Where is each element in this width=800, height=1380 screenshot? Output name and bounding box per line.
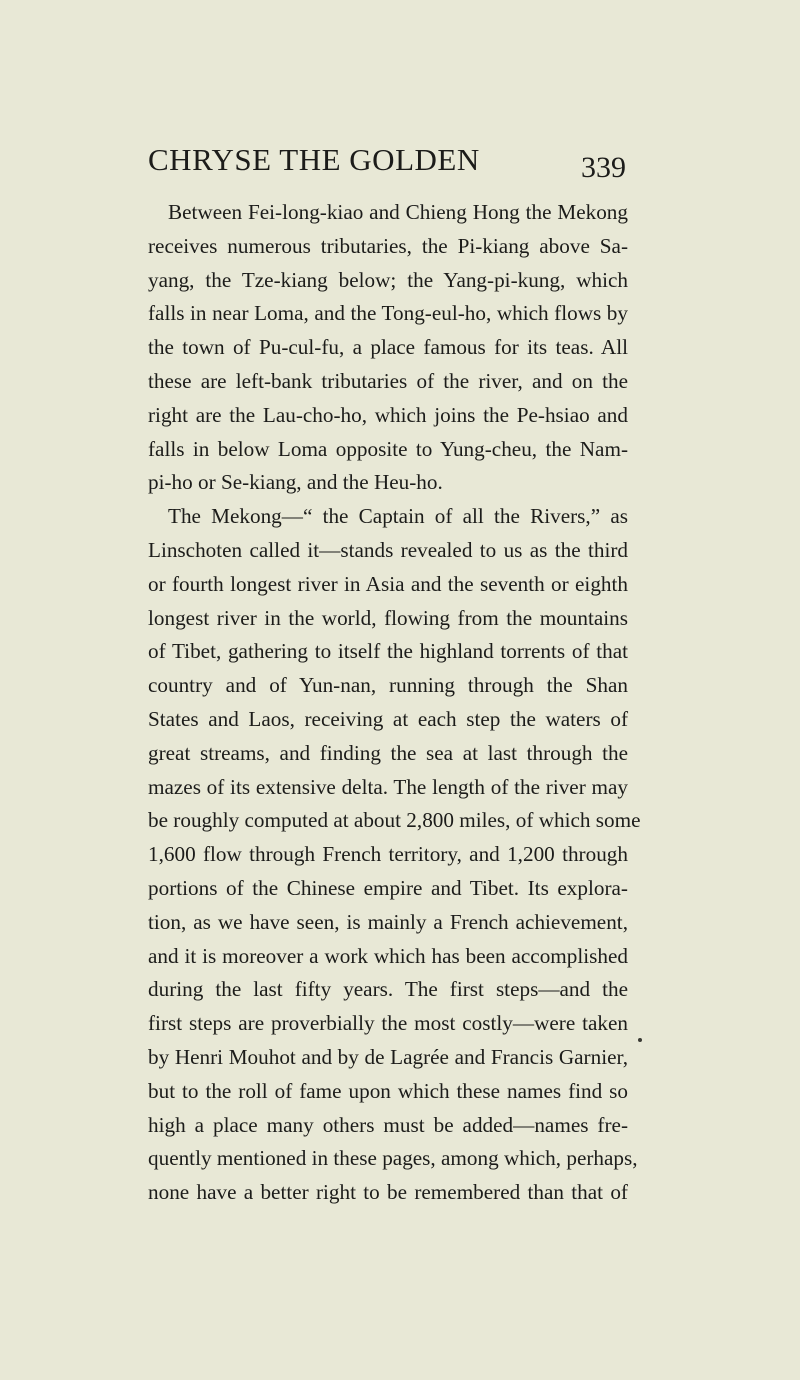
- text-line: high a place many others must be added—names fre-: [148, 1112, 628, 1137]
- text-line: falls in near Loma, and the Tong-eul-ho, which flows by: [148, 301, 628, 326]
- text-line: falls in below Loma opposite to Yung-cheu, the Nam-: [148, 436, 628, 461]
- text-line: or fourth longest river in Asia and the seventh or eighth: [148, 571, 628, 596]
- text-line: none have a better right to be remembered than that of: [148, 1180, 628, 1205]
- text-line: these are left-bank tributaries of the river, and on the: [148, 368, 628, 393]
- text-line: country and of Yun-nan, running through the Shan: [148, 673, 628, 698]
- text-line: during the last fifty years. The first steps—and the: [148, 977, 628, 1002]
- body-text: [148, 196, 641, 1210]
- text-line: pi-ho or Se-kiang, and the Heu-ho.: [148, 470, 443, 495]
- text-line: the town of Pu-cul-fu, a place famous for its teas. All: [148, 335, 628, 360]
- text-line: 1,600 flow through French territory, and 1,200 through: [148, 842, 628, 867]
- text-line: tion, as we have seen, is mainly a French achievement,: [148, 909, 628, 934]
- text-line: be roughly computed at about 2,800 miles, of which some: [148, 808, 641, 833]
- text-line: receives numerous tributaries, the Pi-kiang above Sa-: [148, 233, 628, 258]
- page-header: [148, 138, 626, 182]
- text-line: great streams, and finding the sea at last through the: [148, 740, 628, 765]
- text-line: first steps are proverbially the most costly—were taken: [148, 1011, 628, 1036]
- text-line: and it is moreover a work which has been accomplished: [148, 943, 628, 968]
- text-line: Linschoten called it—stands revealed to us as the third: [148, 537, 628, 562]
- text-line: portions of the Chinese empire and Tibet. Its explora-: [148, 875, 628, 900]
- text-line: Between Fei-long-kiao and Chieng Hong the Mekong: [168, 200, 628, 224]
- text-line: longest river in the world, flowing from the mountains: [148, 605, 628, 630]
- page-number: 339: [581, 151, 626, 184]
- text-line: quently mentioned in these pages, among which, perhaps,: [148, 1146, 638, 1171]
- text-line: right are the Lau-cho-ho, which joins the Pe-hsiao and: [148, 402, 628, 427]
- text-line: The Mekong—“ the Captain of all the Rivers,” as: [168, 504, 628, 529]
- text-line: by Henri Mouhot and by de Lagrée and Francis Garnier,: [148, 1044, 628, 1069]
- text-line: but to the roll of fame upon which these names find so: [148, 1078, 628, 1103]
- text-line: mazes of its extensive delta. The length of the river may: [148, 774, 628, 799]
- text-line: of Tibet, gathering to itself the highland torrents of that: [148, 639, 628, 664]
- text-line: States and Laos, receiving at each step the waters of: [148, 706, 628, 731]
- text-line: yang, the Tze-kiang below; the Yang-pi-kung, which: [148, 267, 628, 292]
- running-title: CHRYSE THE GOLDEN: [148, 142, 480, 177]
- ink-fleck: [638, 1038, 642, 1042]
